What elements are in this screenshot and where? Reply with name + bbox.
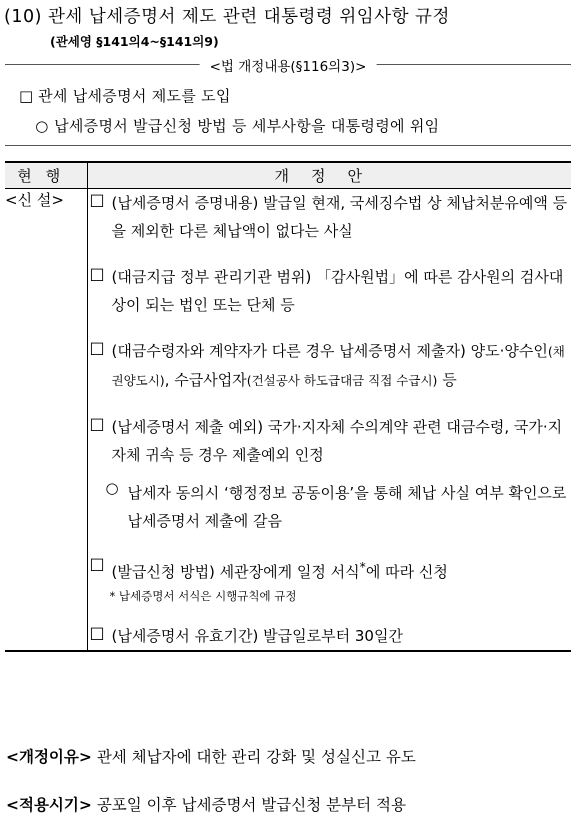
provision-text-part: (대금수령자와 계약자가 다른 경우 납세증명서 제출자) 양도·양수인	[111, 342, 548, 360]
application-timing-label: <적용시기>	[6, 796, 92, 814]
provision-item	[88, 553, 572, 604]
law-reference: (관세영 §141의4~§141의9)	[50, 34, 219, 49]
law-amendment-subtext: 납세증명서 발급신청 방법 등 세부사항을 대통령령에 위임	[54, 117, 440, 135]
revised-provisions	[87, 189, 571, 652]
checkbox-icon: □	[89, 414, 105, 433]
footnote: * 납세증명서 서식은 시행규칙에 규정	[109, 589, 297, 603]
provision-text: (납세증명서 증명내용) 발급일 현재, 국세징수법 상 체납처분유예액 등을 제외한 다른 체납액이 없다는 사실	[111, 194, 568, 240]
provision-note-inline: (건설공사 하도급대금 직접 수급시)	[246, 373, 438, 388]
checkbox-icon: □	[19, 87, 34, 105]
provision-text-part: (발급신청 방법) 세관장에게 일정 서식	[111, 563, 360, 581]
circle-bullet-icon: ○	[35, 117, 49, 135]
amendment-reason	[6, 745, 416, 767]
provision-item	[88, 622, 572, 650]
provision-item	[88, 263, 572, 319]
provision-text-part: , 수급사업자	[164, 371, 247, 389]
law-amendment-line	[19, 85, 231, 106]
provision-subtext: 납세자 동의시 ‘행정정보 공동이용’을 통해 체납 사실 여부 확인으로 납세증명서 제출에 갈음	[127, 484, 567, 530]
current-provision: <신 설>	[5, 189, 87, 652]
application-timing-text: 공포일 이후 납세증명서 발급신청 분부터 적용	[96, 796, 406, 814]
amendment-reason-text: 관세 체납자에 대한 관리 강화 및 성실신고 유도	[96, 748, 416, 766]
checkbox-icon: □	[89, 623, 105, 642]
checkbox-icon: □	[89, 264, 105, 283]
application-timing	[6, 793, 406, 815]
law-amendment-text: 관세 납세증명서 제도를 도입	[38, 87, 231, 105]
provision-subitem	[102, 479, 572, 535]
law-amendment-subline	[35, 115, 439, 136]
provision-item	[88, 413, 572, 469]
provision-text	[112, 553, 572, 586]
provision-text: (대금지급 정부 관리기관 범위) 「감사원법」에 따른 감사원의 검사대상이 되는 법인 또는 단체 등	[111, 268, 564, 314]
provision-text: (납세증명서 유효기간) 발급일로부터 30일간	[111, 627, 403, 645]
circle-bullet-icon: ○	[105, 479, 119, 497]
provision-note-inline: (채권양도시)	[111, 344, 565, 388]
provision-text	[112, 337, 572, 395]
footnote-marker: *	[359, 559, 366, 574]
provision-text-part: 에 따라 신청	[365, 563, 448, 581]
law-amendment-heading: <법 개정내용(§116의3)>	[200, 55, 377, 75]
provision-item	[88, 189, 572, 245]
column-header-revised: 개정안	[87, 162, 571, 189]
revision-table	[5, 161, 571, 652]
provision-text-part: 등	[437, 371, 457, 389]
checkbox-icon: □	[89, 338, 105, 357]
checkbox-icon: □	[89, 554, 105, 573]
checkbox-icon: □	[89, 190, 105, 209]
provision-item	[88, 337, 572, 395]
amendment-reason-label: <개정이유>	[6, 748, 92, 766]
section-title: (10) 관세 납세증명서 제도 관련 대통령령 위임사항 규정	[4, 7, 450, 27]
law-amendment-box	[5, 59, 571, 146]
column-header-current: 현행	[5, 162, 87, 189]
provision-text: (납세증명서 제출 예외) 국가·지자체 수의계약 관련 대금수령, 국가·지자체 귀속 등 경우 제출예외 인정	[111, 418, 563, 464]
